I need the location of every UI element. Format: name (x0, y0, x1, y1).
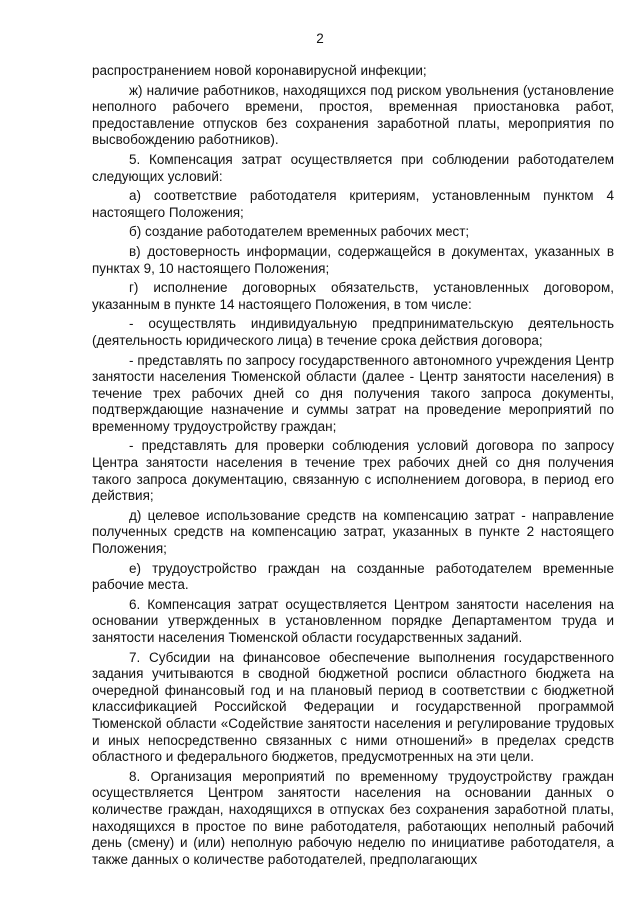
paragraph: в) достоверность информации, содержащейся в документах, указанных в пунктах 9, 10 настоящего Положения; (92, 243, 614, 276)
paragraph: г) исполнение договорных обязательств, установленных договором, указанным в пункте 14 настоящего Положения, в том числе: (92, 280, 614, 312)
paragraph: - осуществлять индивидуальную предпринимательскую деятельность (деятельность юридического лица) в течение срока действия договора; (92, 316, 614, 348)
document-body (92, 63, 614, 871)
paragraph: 7. Субсидии на финансовое обеспечение выполнения государственного задания учитываются в сводной бюджетной росписи областного бюджета на очередной финансовый год и на плановый период в соответствии с бюджетной классификацией Российской Федерации и государственной программой Тюменской области «Содействие занятости населения и регулирование трудовых и иных непосредственно связанных с ними отношений» в пределах средств областного и федерального бюджетов, предусмотренных на эти цели. (92, 649, 614, 765)
paragraph: - представлять для проверки соблюдения условий договора по запросу Центра занятости населения в течение трех рабочих дней со дня получения такого запроса документацию, связанную с исполнением договора, в период его действия; (92, 438, 614, 504)
page-number: 2 (316, 31, 324, 46)
paragraph: б) создание работодателем временных рабочих мест; (129, 224, 470, 240)
paragraph: 5. Компенсация затрат осуществляется при соблюдении работодателем следующих условий: (92, 151, 614, 184)
paragraph: ж) наличие работников, находящихся под риском увольнения (установление неполного рабочего времени, простоя, временная приостановка работ, предоставление отпусков без сохранения заработной платы, мероприятия по высвобождению работников). (92, 82, 614, 148)
paragraph: 8. Организация мероприятий по временному трудоустройству граждан осуществляется Центром занятости населения на основании данных о количестве граждан, находящихся в отпусках без сохранения заработной платы, находящихся в простое по вине работодателя, работающих неполный рабочий день (смену) и (или) неполную рабочую неделю по инициативе работодателя, а также данных о количестве работодателей, предполагающих (92, 768, 614, 867)
paragraph: 6. Компенсация затрат осуществляется Центром занятости населения на основании утвержденных в установленном порядке Департаментом труда и занятости населения Тюменской области государственных заданий. (92, 596, 614, 645)
paragraph: е) трудоустройство граждан на созданные работодателем временные рабочие места. (92, 560, 614, 593)
paragraph: распространением новой коронавирусной инфекции; (92, 63, 427, 78)
paragraph: а) соответствие работодателя критериям, установленным пунктом 4 настоящего Положения; (92, 188, 614, 220)
paragraph: - представлять по запросу государственного автономного учреждения Центр занятости населения Тюменской области (далее - Центр занятости населения) в течение трех рабочих дней со дня получения такого запроса документы, подтверждающие назначение и суммы затрат на проведение мероприятий по временному трудоустройству граждан; (92, 352, 614, 434)
paragraph: д) целевое использование средств на компенсацию затрат - направление полученных средств на компенсацию затрат, указанных в пункте 2 настоящего Положения; (92, 507, 614, 557)
